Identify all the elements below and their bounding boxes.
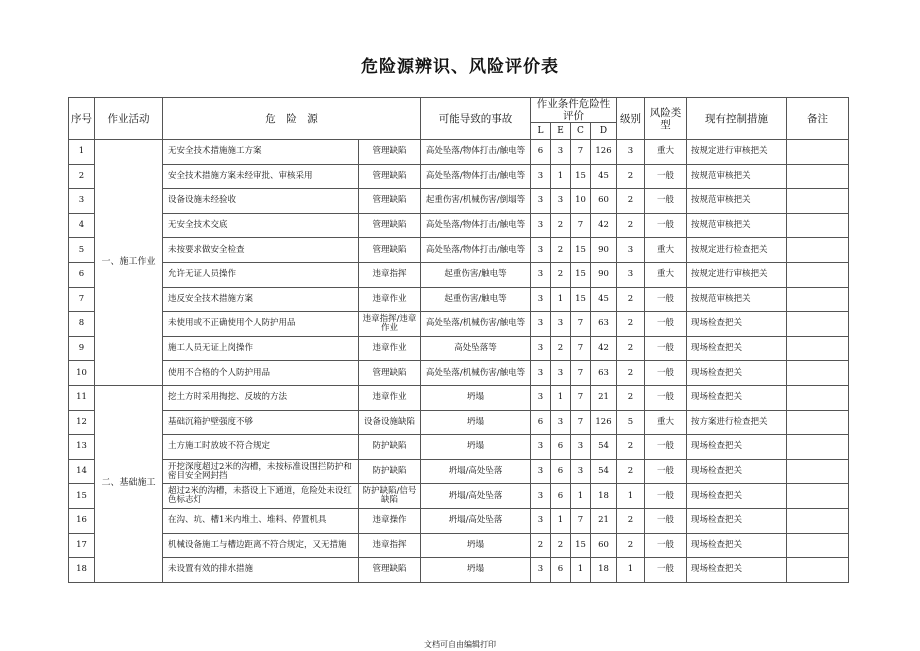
value-c: 7	[571, 312, 591, 337]
value-e: 2	[551, 213, 571, 238]
hazard-cause: 设备设施缺陷	[359, 410, 421, 435]
possible-accident: 起重伤害/机械伤害/倒塌等	[421, 189, 531, 214]
possible-accident: 高处坠落/物体打击/触电等	[421, 164, 531, 189]
value-e: 1	[551, 385, 571, 410]
possible-accident: 起重伤害/触电等	[421, 287, 531, 312]
control-measure: 现场检查把关	[687, 336, 787, 361]
value-e: 3	[551, 189, 571, 214]
value-c: 15	[571, 238, 591, 263]
hazard-cause: 防护缺陷	[359, 459, 421, 484]
hazard-text: 基础沉箱护壁强度不够	[163, 410, 359, 435]
remark	[787, 287, 849, 312]
table-row	[69, 459, 849, 484]
value-d: 54	[591, 459, 617, 484]
hazard-cause: 防护缺陷/信号缺陷	[359, 484, 421, 509]
risk-grade: 2	[617, 164, 645, 189]
hazard-text: 无安全技术措施施工方案	[163, 140, 359, 165]
value-e: 6	[551, 459, 571, 484]
control-measure: 现场检查把关	[687, 312, 787, 337]
control-measure: 现场检查把关	[687, 361, 787, 386]
value-e: 2	[551, 533, 571, 558]
risk-grade: 2	[617, 435, 645, 460]
remark	[787, 213, 849, 238]
hazard-cause: 管理缺陷	[359, 213, 421, 238]
header-l: L	[531, 123, 551, 140]
remark	[787, 312, 849, 337]
value-d: 45	[591, 287, 617, 312]
value-l: 3	[531, 312, 551, 337]
value-c: 15	[571, 533, 591, 558]
risk-grade: 1	[617, 558, 645, 583]
remark	[787, 558, 849, 583]
value-l: 3	[531, 435, 551, 460]
hazard-text: 允许无证人员操作	[163, 262, 359, 287]
control-measure: 按规范审核把关	[687, 287, 787, 312]
table-row	[69, 558, 849, 583]
hazard-text: 开挖深度超过2米的沟槽，未按标准设围拦防护和密目安全网封挡	[163, 459, 359, 484]
remark	[787, 410, 849, 435]
value-c: 7	[571, 508, 591, 533]
value-d: 18	[591, 558, 617, 583]
risk-type: 重大	[645, 262, 687, 287]
value-l: 3	[531, 336, 551, 361]
value-d: 126	[591, 140, 617, 165]
value-c: 3	[571, 435, 591, 460]
value-c: 15	[571, 287, 591, 312]
row-number: 16	[69, 508, 95, 533]
risk-grade: 2	[617, 361, 645, 386]
remark	[787, 361, 849, 386]
risk-type: 重大	[645, 238, 687, 263]
value-l: 3	[531, 189, 551, 214]
risk-type: 重大	[645, 410, 687, 435]
hazard-text: 施工人员无证上岗操作	[163, 336, 359, 361]
control-measure: 现场检查把关	[687, 459, 787, 484]
row-number: 14	[69, 459, 95, 484]
possible-accident: 高处坠落/物体打击/触电等	[421, 140, 531, 165]
hazard-text: 未设置有效的排水措施	[163, 558, 359, 583]
hazard-text: 设备设施未经验收	[163, 189, 359, 214]
value-e: 3	[551, 140, 571, 165]
hazard-text: 使用不合格的个人防护用品	[163, 361, 359, 386]
hazard-text: 未按要求做安全检查	[163, 238, 359, 263]
table-row	[69, 262, 849, 287]
remark	[787, 164, 849, 189]
value-l: 3	[531, 287, 551, 312]
remark	[787, 385, 849, 410]
value-d: 90	[591, 262, 617, 287]
header-remark: 备注	[787, 98, 849, 140]
row-number: 17	[69, 533, 95, 558]
value-d: 21	[591, 385, 617, 410]
header-accident: 可能导致的事故	[421, 98, 531, 140]
remark	[787, 459, 849, 484]
value-c: 10	[571, 189, 591, 214]
remark	[787, 238, 849, 263]
hazard-text: 未使用或不正确使用个人防护用品	[163, 312, 359, 337]
remark	[787, 336, 849, 361]
row-number: 11	[69, 385, 95, 410]
risk-grade: 2	[617, 287, 645, 312]
header-c: C	[571, 123, 591, 140]
risk-grade: 2	[617, 189, 645, 214]
possible-accident: 高处坠落/物体打击/触电等	[421, 213, 531, 238]
remark	[787, 533, 849, 558]
header-risk-type: 风险类型	[645, 98, 687, 140]
risk-type: 一般	[645, 459, 687, 484]
value-d: 63	[591, 312, 617, 337]
row-number: 12	[69, 410, 95, 435]
table-row	[69, 238, 849, 263]
hazard-text: 无安全技术交底	[163, 213, 359, 238]
value-c: 7	[571, 140, 591, 165]
hazard-text: 挖土方时采用掏挖、反坡的方法	[163, 385, 359, 410]
hazard-text: 机械设备施工与槽边距离不符合规定，又无措施	[163, 533, 359, 558]
risk-type: 一般	[645, 336, 687, 361]
header-evaluation: 作业条件危险性评价	[531, 98, 617, 123]
remark	[787, 484, 849, 509]
value-l: 3	[531, 164, 551, 189]
row-number: 13	[69, 435, 95, 460]
value-e: 6	[551, 558, 571, 583]
value-e: 1	[551, 508, 571, 533]
value-e: 3	[551, 410, 571, 435]
row-number: 4	[69, 213, 95, 238]
value-d: 45	[591, 164, 617, 189]
value-e: 2	[551, 336, 571, 361]
header-grade: 级别	[617, 98, 645, 140]
risk-grade: 1	[617, 484, 645, 509]
value-d: 42	[591, 336, 617, 361]
possible-accident: 高处坠落/机械伤害/触电等	[421, 361, 531, 386]
remark	[787, 140, 849, 165]
table-row	[69, 140, 849, 165]
risk-grade: 2	[617, 385, 645, 410]
possible-accident: 坍塌	[421, 533, 531, 558]
value-c: 7	[571, 361, 591, 386]
value-d: 126	[591, 410, 617, 435]
hazard-cause: 违章指挥	[359, 262, 421, 287]
table-row	[69, 287, 849, 312]
activity-cell: 一、施工作业	[95, 140, 163, 386]
value-l: 3	[531, 213, 551, 238]
control-measure: 现场检查把关	[687, 385, 787, 410]
value-d: 90	[591, 238, 617, 263]
control-measure: 按规定进行审核把关	[687, 140, 787, 165]
risk-type: 一般	[645, 533, 687, 558]
risk-type: 一般	[645, 189, 687, 214]
table-row	[69, 213, 849, 238]
value-l: 3	[531, 558, 551, 583]
value-c: 3	[571, 459, 591, 484]
hazard-text: 在沟、坑、槽1米内堆土、堆料、停置机具	[163, 508, 359, 533]
value-l: 3	[531, 385, 551, 410]
hazard-cause: 管理缺陷	[359, 164, 421, 189]
table-row	[69, 435, 849, 460]
possible-accident: 高处坠落等	[421, 336, 531, 361]
row-number: 9	[69, 336, 95, 361]
value-c: 1	[571, 558, 591, 583]
header-e: E	[551, 123, 571, 140]
risk-grade: 2	[617, 312, 645, 337]
hazard-cause: 管理缺陷	[359, 558, 421, 583]
row-number: 1	[69, 140, 95, 165]
risk-type: 一般	[645, 164, 687, 189]
risk-type: 一般	[645, 558, 687, 583]
table-row	[69, 533, 849, 558]
risk-grade: 3	[617, 238, 645, 263]
possible-accident: 高处坠落/机械伤害/触电等	[421, 312, 531, 337]
risk-type: 一般	[645, 435, 687, 460]
risk-type: 一般	[645, 484, 687, 509]
value-l: 6	[531, 410, 551, 435]
possible-accident: 坍塌/高处坠落	[421, 484, 531, 509]
possible-accident: 坍塌/高处坠落	[421, 459, 531, 484]
control-measure: 按规范审核把关	[687, 164, 787, 189]
hazard-cause: 管理缺陷	[359, 238, 421, 263]
remark	[787, 189, 849, 214]
value-l: 3	[531, 484, 551, 509]
hazard-cause: 违章作业	[359, 385, 421, 410]
value-l: 6	[531, 140, 551, 165]
value-e: 2	[551, 262, 571, 287]
hazard-cause: 管理缺陷	[359, 361, 421, 386]
risk-grade: 2	[617, 336, 645, 361]
risk-grade: 3	[617, 140, 645, 165]
row-number: 5	[69, 238, 95, 263]
table-row	[69, 164, 849, 189]
table-row	[69, 385, 849, 410]
table-row	[69, 508, 849, 533]
value-c: 15	[571, 164, 591, 189]
value-d: 60	[591, 533, 617, 558]
hazard-cause: 管理缺陷	[359, 189, 421, 214]
hazard-cause: 违章作业	[359, 336, 421, 361]
value-d: 60	[591, 189, 617, 214]
table-row	[69, 410, 849, 435]
value-e: 6	[551, 435, 571, 460]
risk-type: 一般	[645, 385, 687, 410]
value-c: 15	[571, 262, 591, 287]
possible-accident: 坍塌	[421, 558, 531, 583]
control-measure: 按规范审核把关	[687, 189, 787, 214]
hazard-text: 安全技术措施方案未经审批、审核采用	[163, 164, 359, 189]
value-l: 3	[531, 508, 551, 533]
value-e: 3	[551, 312, 571, 337]
row-number: 2	[69, 164, 95, 189]
risk-type: 一般	[645, 213, 687, 238]
risk-grade: 5	[617, 410, 645, 435]
row-number: 10	[69, 361, 95, 386]
header-no: 序号	[69, 98, 95, 140]
value-c: 7	[571, 336, 591, 361]
row-number: 3	[69, 189, 95, 214]
risk-grade: 3	[617, 262, 645, 287]
table-row	[69, 484, 849, 509]
hazard-cause: 违章指挥	[359, 533, 421, 558]
table-row	[69, 189, 849, 214]
hazard-cause: 违章指挥/违章作业	[359, 312, 421, 337]
risk-type: 重大	[645, 140, 687, 165]
table-row	[69, 336, 849, 361]
header-hazard: 危 险 源	[163, 98, 421, 140]
value-c: 7	[571, 410, 591, 435]
table-row	[69, 312, 849, 337]
possible-accident: 坍塌/高处坠落	[421, 508, 531, 533]
table-body	[69, 140, 849, 583]
footer-note: 文档可自由编辑打印	[424, 640, 496, 649]
value-e: 1	[551, 164, 571, 189]
risk-type: 一般	[645, 312, 687, 337]
remark	[787, 435, 849, 460]
value-l: 3	[531, 459, 551, 484]
hazard-cause: 违章操作	[359, 508, 421, 533]
control-measure: 按规定进行检查把关	[687, 238, 787, 263]
value-d: 54	[591, 435, 617, 460]
value-e: 2	[551, 238, 571, 263]
value-d: 42	[591, 213, 617, 238]
control-measure: 现场检查把关	[687, 484, 787, 509]
row-number: 18	[69, 558, 95, 583]
row-number: 7	[69, 287, 95, 312]
row-number: 6	[69, 262, 95, 287]
value-l: 3	[531, 361, 551, 386]
value-l: 2	[531, 533, 551, 558]
value-d: 18	[591, 484, 617, 509]
possible-accident: 坍塌	[421, 385, 531, 410]
value-e: 3	[551, 361, 571, 386]
table-row	[69, 361, 849, 386]
possible-accident: 高处坠落/物体打击/触电等	[421, 238, 531, 263]
hazard-text: 违反安全技术措施方案	[163, 287, 359, 312]
risk-type: 一般	[645, 287, 687, 312]
hazard-text: 超过2米的沟槽，未搭设上下通道，危险处未设红色标志灯	[163, 484, 359, 509]
value-l: 3	[531, 262, 551, 287]
value-c: 1	[571, 484, 591, 509]
activity-cell: 二、基础施工	[95, 385, 163, 582]
value-e: 6	[551, 484, 571, 509]
value-c: 7	[571, 385, 591, 410]
control-measure: 现场检查把关	[687, 435, 787, 460]
risk-grade: 2	[617, 533, 645, 558]
risk-type: 一般	[645, 361, 687, 386]
remark	[787, 262, 849, 287]
remark	[787, 508, 849, 533]
risk-grade: 2	[617, 213, 645, 238]
hazard-table	[68, 97, 849, 583]
risk-type: 一般	[645, 508, 687, 533]
value-c: 7	[571, 213, 591, 238]
risk-grade: 2	[617, 459, 645, 484]
risk-grade: 2	[617, 508, 645, 533]
value-l: 3	[531, 238, 551, 263]
value-d: 63	[591, 361, 617, 386]
hazard-cause: 防护缺陷	[359, 435, 421, 460]
control-measure: 现场检查把关	[687, 558, 787, 583]
control-measure: 现场检查把关	[687, 533, 787, 558]
row-number: 15	[69, 484, 95, 509]
header-d: D	[591, 123, 617, 140]
header-control: 现有控制措施	[687, 98, 787, 140]
possible-accident: 坍塌	[421, 435, 531, 460]
value-e: 1	[551, 287, 571, 312]
hazard-text: 土方施工时放坡不符合规定	[163, 435, 359, 460]
hazard-cause: 管理缺陷	[359, 140, 421, 165]
control-measure: 现场检查把关	[687, 508, 787, 533]
possible-accident: 坍塌	[421, 410, 531, 435]
page-title: 危险源辨识、风险评价表	[361, 57, 559, 77]
row-number: 8	[69, 312, 95, 337]
control-measure: 按规范审核把关	[687, 213, 787, 238]
header-activity: 作业活动	[95, 98, 163, 140]
control-measure: 按规定进行审核把关	[687, 262, 787, 287]
value-d: 21	[591, 508, 617, 533]
control-measure: 按方案进行检查把关	[687, 410, 787, 435]
hazard-cause: 违章作业	[359, 287, 421, 312]
possible-accident: 起重伤害/触电等	[421, 262, 531, 287]
